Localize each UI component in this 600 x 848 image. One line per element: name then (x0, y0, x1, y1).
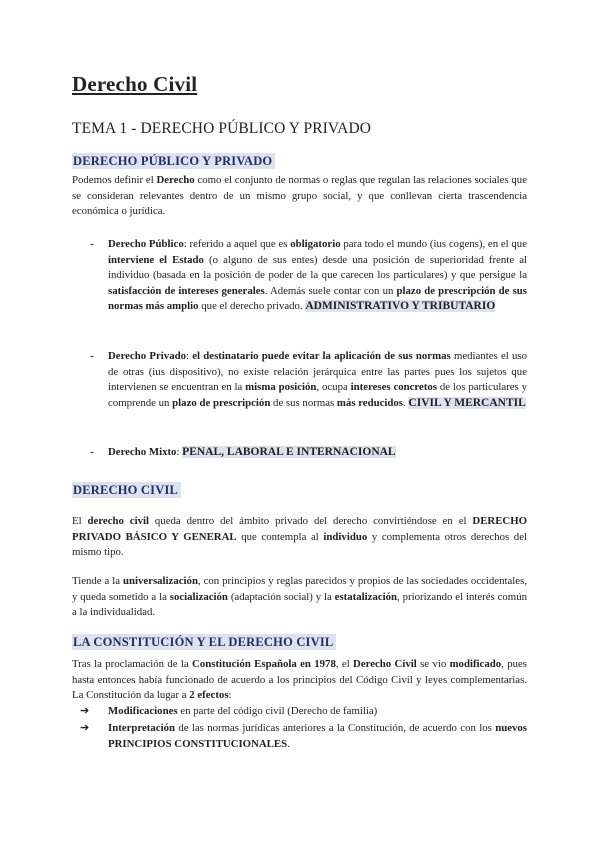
tag-administrativo-tributario: ADMINISTRATIVO Y TRIBUTARIO (305, 300, 496, 312)
derecho-mixto-item: Derecho Mixto: PENAL, LABORAL E INTERNACIONAL (108, 446, 396, 458)
arrow-bullet-icon: ➔ (80, 722, 90, 734)
derecho-publico-item: Derecho Público: referido a aquel que es obligatorio para todo el mundo (ius cogens), en el que interviene el Estado (o alguno de sus entes) desde una posición de superioridad frente al individuo (basada en la posición de poder de la que carecen los particulares) y que persigue la satisfacción de intereses generales. Además suele contar con un plazo de prescripción de sus normas más amplio que el derecho privado. ADMINISTRATIVO Y TRIBUTARIO (108, 238, 527, 312)
derecho-publico-label: Derecho Público (108, 238, 184, 250)
bullet-marker: - (90, 350, 94, 362)
tag-civil-mercantil: CIVIL Y MERCANTIL (408, 396, 526, 409)
derecho-civil-paragraph-1: El derecho civil queda dentro del ámbito privado del derecho convirtiéndose en el DERECHO PRIVADO BÁSICO Y GENERAL que contempla al individuo y complementa otros derechos del mismo tipo. (72, 515, 527, 558)
section-heading-text: DERECHO CIVIL (72, 482, 181, 498)
bullet-marker: - (90, 446, 94, 458)
derecho-mixto-label: Derecho Mixto (108, 446, 177, 458)
efecto-item-modificaciones: Modificaciones en parte del código civil (Derecho de familia) (108, 705, 378, 717)
efecto-item-interpretacion: Interpretación de las normas jurídicas anteriores a la Constitución, de acuerdo con los nuevos PRINCIPIOS CONSTITUCIONALES. (108, 722, 527, 750)
section-heading-constitucion (72, 633, 336, 651)
constitucion-paragraph: Tras la proclamación de la Constitución Española en 1978, el Derecho Civil se vio modificado, pues hasta entonces había funcionado de acuerdo a los principios del Código Civil y leyes complementarias. La Constitución da lugar a 2 efectos: (72, 658, 527, 701)
derecho-privado-label: Derecho Privado (108, 350, 186, 362)
derecho-privado-item: Derecho Privado: el destinatario puede evitar la aplicación de sus normas mediantes el uso de otras (ius dispositivo), no existe relación jerárquica entre las partes pues los sujetos que intervienen se encuentran en la misma posición, ocupa intereses concretos de los particulares y comprende un plazo de prescripción de sus normas más reducidos. CIVIL Y MERCANTIL (108, 350, 527, 409)
derecho-civil-paragraph-2: Tiende a la universalización, con principios y reglas parecidos y propios de las sociedades occidentales, y queda sometido a la socialización (adaptación social) y la estatalización, priorizando el interés común a la individualidad. (72, 575, 527, 618)
document-title: Derecho Civil (72, 72, 198, 96)
arrow-bullet-icon: ➔ (80, 705, 90, 717)
section-heading-text: DERECHO PÚBLICO Y PRIVADO (72, 153, 275, 169)
intro-paragraph: Podemos definir el Derecho como el conjunto de normas o reglas que regulan las relaciones sociales que se consideran relevantes dentro de un mismo grupo social, y que conllevan cierta trascendencia económica o jurídica. (72, 174, 527, 217)
tag-penal-laboral-internacional: PENAL, LABORAL E INTERNACIONAL (182, 446, 396, 458)
bullet-marker: - (90, 238, 94, 250)
section-heading-publico-privado (72, 152, 275, 170)
section-heading-text: LA CONSTITUCIÓN Y EL DERECHO CIVIL (72, 634, 336, 650)
tema-heading: TEMA 1 - DERECHO PÚBLICO Y PRIVADO (72, 120, 372, 137)
section-heading-derecho-civil (72, 481, 181, 499)
